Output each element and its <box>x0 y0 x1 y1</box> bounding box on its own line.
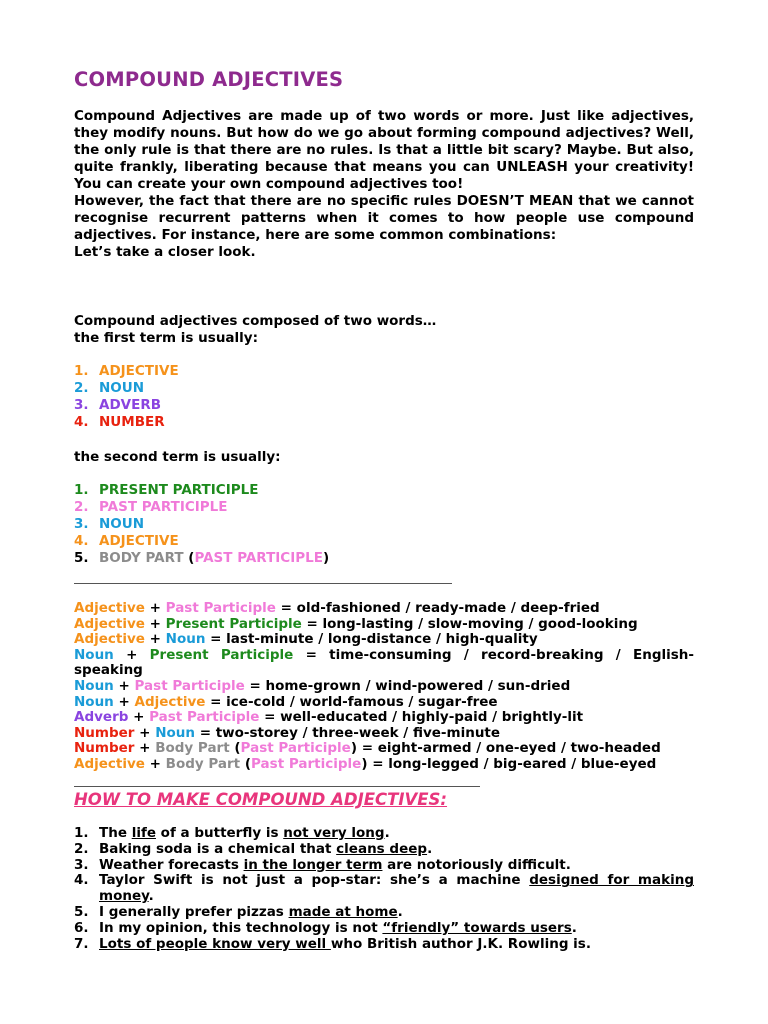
exercise-item: 4. Taylor Swift is not just a pop-star: she’s a machine designed for making money. <box>74 872 694 905</box>
list-item: 1. ADJECTIVE <box>74 363 179 379</box>
list-item: 3. ADVERB <box>74 397 162 413</box>
exercise-item: 5. I generally prefer pizzas made at home. <box>74 903 403 920</box>
combination-row: Number + Body Part (Past Participle) = eight-armed / one-eyed / two-headed <box>74 740 661 757</box>
list-item: 5. BODY PART (PAST PARTICIPLE) <box>74 550 330 566</box>
list-item: 4. ADJECTIVE <box>74 533 179 549</box>
intro-p3: Let’s take a closer look. <box>74 244 256 260</box>
how-to-heading: HOW TO MAKE COMPOUND ADJECTIVES: <box>74 790 448 809</box>
combination-row: Adjective + Noun = last-minute / long-distance / high-quality <box>74 631 538 648</box>
exercise-item: 7. Lots of people know very well who British author J.K. Rowling is. <box>74 935 591 952</box>
intro-p2: However, the fact that there are no specific rules DOESN’T MEAN that we cannot recognise recurrent patterns when it comes to how people use compound adjectives. For instance, here are some common combinations: <box>74 193 694 243</box>
second-term-intro: the second term is usually: <box>74 449 281 465</box>
divider <box>74 583 452 584</box>
combination-row: Adverb + Past Participle = well-educated / highly-paid / brightly-lit <box>74 709 584 726</box>
exercise-item: 2. Baking soda is a chemical that cleans deep. <box>74 840 433 857</box>
combination-list <box>74 601 694 773</box>
combination-row: Adjective + Body Part (Past Participle) = long-legged / big-eared / blue-eyed <box>74 755 657 772</box>
first-term-list <box>74 363 179 431</box>
exercise-item: 3. Weather forecasts in the longer term are notoriously difficult. <box>74 856 571 873</box>
combination-row: Adjective + Present Participle = long-lasting / slow-moving / good-looking <box>74 615 638 632</box>
first-term-intro: the first term is usually: <box>74 330 258 346</box>
exercise-item: 6. In my opinion, this technology is not “friendly” towards users. <box>74 919 577 936</box>
divider <box>74 786 480 787</box>
combination-row: Noun + Adjective = ice-cold / world-famous / sugar-free <box>74 693 498 710</box>
combination-row: Adjective + Past Participle = old-fashioned / ready-made / deep-fried <box>74 600 600 616</box>
page-title: COMPOUND ADJECTIVES <box>74 68 344 91</box>
exercise-list <box>74 826 694 952</box>
second-term-list <box>74 482 329 567</box>
two-words-line: Compound adjectives composed of two words… <box>74 313 437 329</box>
list-item: 4. NUMBER <box>74 414 165 430</box>
exercise-item: 1. The life of a butterfly is not very long. <box>74 825 390 841</box>
combination-row: Noun + Past Participle = home-grown / wind-powered / sun-dried <box>74 677 571 694</box>
combination-row: Number + Noun = two-storey / three-week / five-minute <box>74 724 501 741</box>
intro-paragraph <box>74 108 694 261</box>
list-item: 2. NOUN <box>74 380 145 396</box>
list-item: 2. PAST PARTICIPLE <box>74 499 228 515</box>
combination-row: Noun + Present Participle = time-consuming / record-breaking / English- <box>74 646 694 663</box>
list-item: 1. PRESENT PARTICIPLE <box>74 482 259 498</box>
list-item: 3. NOUN <box>74 516 145 532</box>
combination-row-continued: speaking <box>74 662 143 679</box>
intro-p1: Compound Adjectives are made up of two words or more. Just like adjectives, they modify nouns. But how do we go about forming compound adjectives? Well, the only rule is that there are no rules. Is that a little bit scary? Maybe. But also, quite frankly, liberating because that means you can UNLEASH your creativity! You can create your own compound adjectives too! <box>74 108 694 192</box>
